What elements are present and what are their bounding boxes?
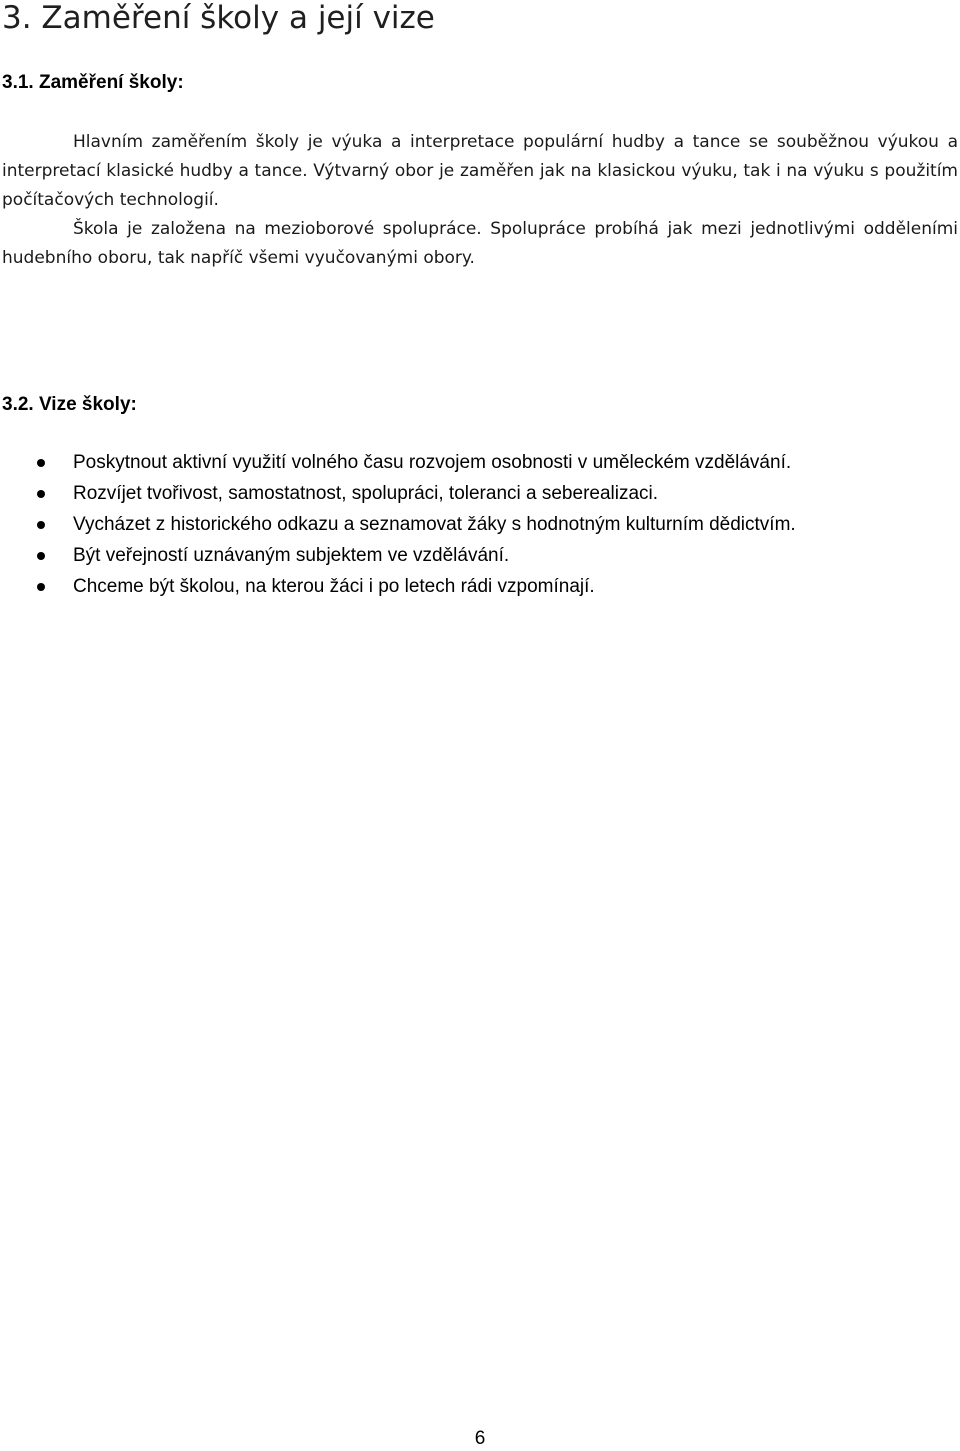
list-item [0,509,958,540]
list-item [0,540,958,571]
paragraph-focus-cooperation: Škola je založena na mezioborové spolupráce. Spolupráce probíhá jak mezi jednotlivými odděleními hudebního oboru, tak napříč všemi vyučovanými obory. [2,219,958,268]
list-item [0,571,958,602]
section-heading-focus: 3.1. Zaměření školy: [2,72,184,93]
bullet-icon [37,521,45,529]
list-item-text: Rozvíjet tvořivost, samostatnost, spolupráci, toleranci a seberealizaci. [73,483,659,504]
list-item-text: Vycházet z historického odkazu a seznamovat žáky s hodnotným kulturním dědictvím. [73,514,796,535]
bullet-icon [37,490,45,498]
bullet-icon [37,583,45,591]
bullet-icon [37,459,45,467]
list-item [0,478,958,509]
section-heading-vision: 3.2. Vize školy: [2,394,137,415]
page-title: 3. Zaměření školy a její vize [2,0,435,36]
list-item-text: Chceme být školou, na kterou žáci i po letech rádi vzpomínají. [73,576,595,597]
bullet-icon [37,552,45,560]
list-item [0,447,958,478]
paragraph-focus-main: Hlavním zaměřením školy je výuka a interpretace populární hudby a tance se souběžnou výukou a interpretací klasické hudby a tance. Výtvarný obor je zaměřen jak na klasickou výuku, tak i na výuku s použitím počítačových technologií. [2,132,958,210]
vision-list [0,447,958,602]
page-number: 6 [474,1428,486,1449]
list-item-text: Být veřejností uznávaným subjektem ve vzdělávání. [73,545,510,566]
list-item-text: Poskytnout aktivní využití volného času rozvojem osobnosti v uměleckém vzdělávání. [73,452,792,473]
